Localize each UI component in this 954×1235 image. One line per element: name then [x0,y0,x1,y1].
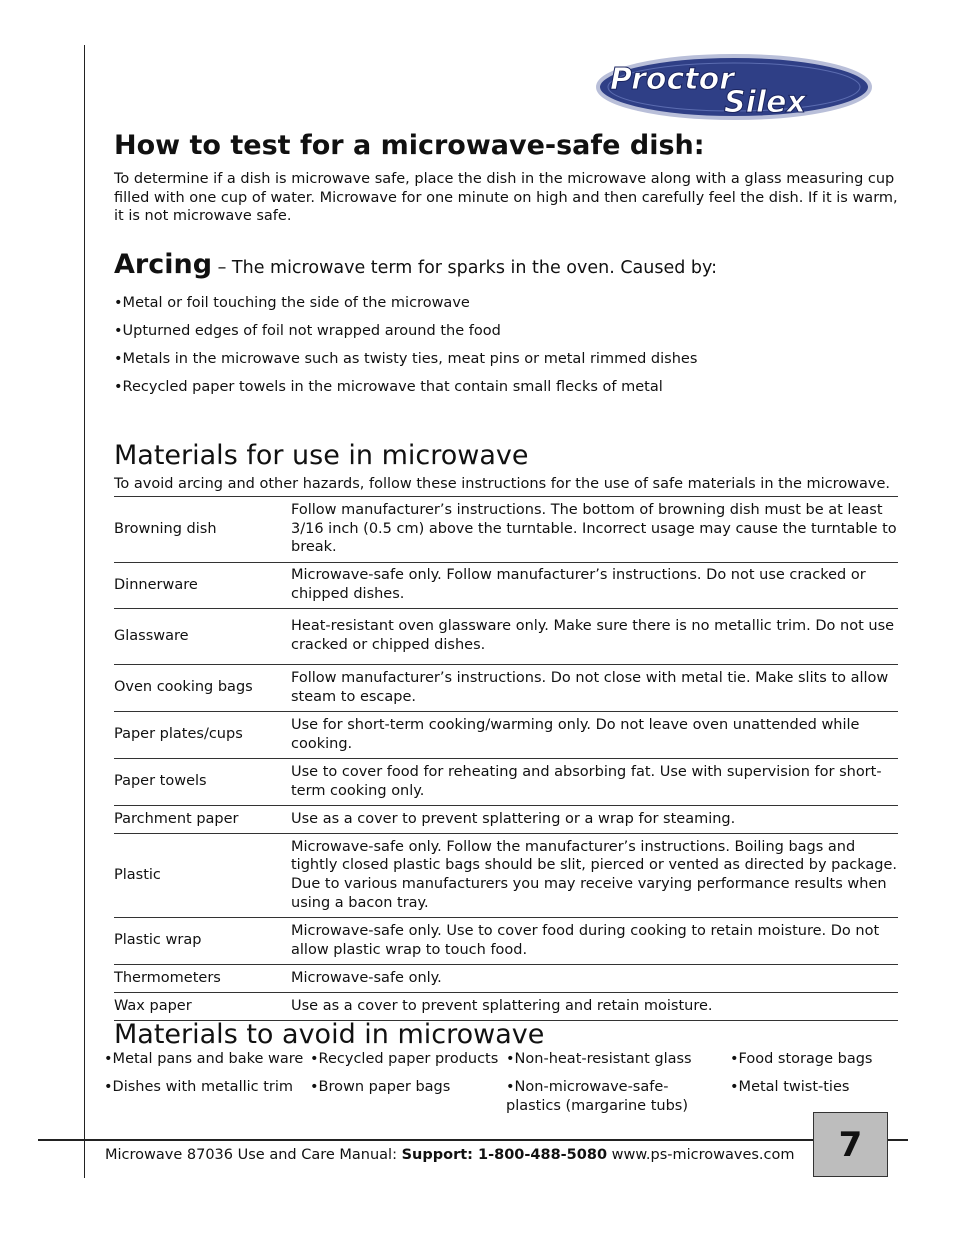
table-row [114,496,898,562]
material-instructions: Microwave-safe only. [291,969,442,986]
table-row [114,917,898,964]
list-item: •Brown paper bags [310,1079,451,1095]
arcing-causes-list [114,289,898,401]
page-number: 7 [813,1112,888,1177]
arcing-subtitle: – The microwave term for sparks in the oven. Caused by: [212,257,718,278]
list-item: •Metal or foil touching the side of the microwave [114,294,470,311]
test-section-body: To determine if a dish is microwave safe, place the dish in the microwave along with a glass measuring cup filled with one cup of water. Microwave for one minute on high and then carefully feel the dish. If it is warm, it is not microwave safe. [114,171,898,224]
material-name: Thermometers [114,969,221,986]
materials-use-title: Materials for use in microwave [114,439,529,471]
list-item: •Food storage bags [730,1051,873,1067]
footer-website: www.ps-microwaves.com [607,1147,795,1163]
table-row [114,805,898,833]
list-item: •Recycled paper products [310,1051,499,1067]
table-row [114,664,898,711]
list-item: •Non-microwave-safe-plastics (margarine tubs) [506,1079,688,1114]
material-name: Dinnerware [114,576,198,593]
material-name: Paper towels [114,773,207,790]
table-row [114,833,898,917]
material-instructions: Follow manufacturer’s instructions. Do not close with metal tie. Make slits to allow steam to escape. [291,669,889,705]
material-instructions: Use as a cover to prevent splattering and retain moisture. [291,997,713,1014]
footer [105,1147,795,1163]
materials-avoid-title: Materials to avoid in microwave [114,1018,545,1050]
list-item: •Dishes with metallic trim [104,1079,294,1095]
logo-word-2: Silex [724,85,806,120]
material-instructions: Microwave-safe only. Follow manufacturer’s instructions. Do not use cracked or chipped dishes. [291,567,866,602]
arcing-heading [114,248,898,285]
left-margin-rule [84,45,85,1178]
table-row [114,992,898,1020]
table-row [114,758,898,805]
table-row [114,964,898,992]
material-name: Parchment paper [114,810,239,827]
list-item: •Non-heat-resistant glass [506,1051,692,1067]
materials-use-intro: To avoid arcing and other hazards, follow these instructions for the use of safe materials in the microwave. [114,475,891,492]
footer-support-phone: Support: 1-800-488-5080 [401,1147,608,1163]
material-name: Wax paper [114,997,192,1014]
material-instructions: Use as a cover to prevent splattering or a wrap for steaming. [291,810,736,827]
table-row [114,562,898,608]
logo-word-1: Proctor [610,62,734,97]
proctor-silex-logo [596,54,878,122]
material-name: Paper plates/cups [114,726,243,743]
material-name: Glassware [114,627,189,644]
material-name: Oven cooking bags [114,679,253,696]
material-instructions: Use to cover food for reheating and absorbing fat. Use with supervision for short-term cooking only. [291,763,882,799]
table-row [114,711,898,758]
material-instructions: Follow manufacturer’s instructions. The bottom of browning dish must be at least 3/16 inch (0.5 cm) above the turntable. Incorrect usage may cause the turntable to break. [291,502,897,556]
main-content [114,128,898,1049]
list-item: •Metal pans and bake ware [104,1051,304,1067]
list-item: •Metals in the microwave such as twisty ties, meat pins or metal rimmed dishes [114,350,698,367]
material-name: Plastic wrap [114,932,202,949]
material-name: Plastic [114,866,161,883]
test-section-title: How to test for a microwave-safe dish: [114,130,705,161]
list-item: •Recycled paper towels in the microwave that contain small flecks of metal [114,378,663,395]
material-name: Browning dish [114,520,217,537]
material-instructions: Microwave-safe only. Follow the manufacturer’s instructions. Boiling bags and tightly closed plastic bags should be slit, pierced or vented as directed by package. Due to various manufacturers you may receive varying performance results when using a bacon tray. [291,838,898,911]
material-instructions: Heat-resistant oven glassware only. Make sure there is no metallic trim. Do not use cracked or chipped dishes. [291,618,895,653]
arcing-title: Arcing [114,248,213,280]
list-item: •Metal twist-ties [730,1079,850,1095]
material-instructions: Use for short-term cooking/warming only. Do not leave oven unattended while cooking. [291,716,860,752]
materials-use-table [114,496,898,1021]
footer-manual-title: Microwave 87036 Use and Care Manual: [105,1147,402,1163]
list-item: •Upturned edges of foil not wrapped around the food [114,322,501,339]
footer-rule [38,1139,908,1141]
material-instructions: Microwave-safe only. Use to cover food during cooking to retain moisture. Do not allow plastic wrap to touch food. [291,922,880,958]
table-row [114,608,898,664]
